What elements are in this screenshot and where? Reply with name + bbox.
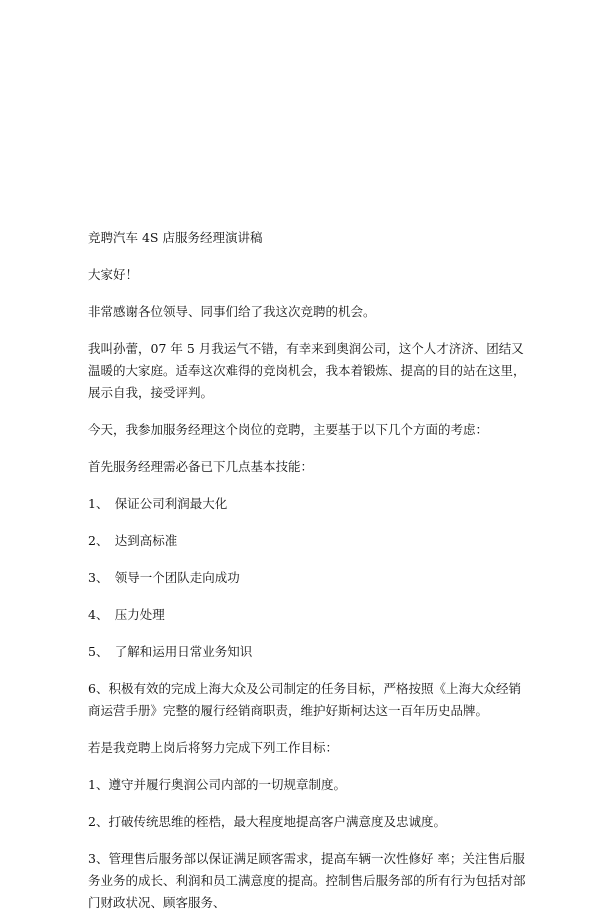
task-target-paragraph: 6、积极有效的完成上海大众及公司制定的任务目标，严格按照《上海大众经销商运营手册》完整的履行经销商职责，维护好斯柯达这一百年历史品牌。 (88, 681, 521, 718)
goal-item: 3、管理售后服务部以保证满足顾客需求，提高车辆一次性修好 率；关注售后服务业务的成长、利润和员工满意度的提高。控制售后服务部的所有行为包括对部门财政状况、顾客服务、 (88, 851, 526, 910)
goal-item: 2、打破传统思维的桎梏，最大程度地提高客户满意度及忠诚度。 (88, 814, 446, 829)
reasons-paragraph: 今天，我参加服务经理这个岗位的竞聘，主要基于以下几个方面的考虑： (88, 422, 489, 437)
document-title: 竞聘汽车 4S 店服务经理演讲稿 (88, 230, 263, 245)
intro-paragraph: 我叫孙蕾，07 年 5 月我运气不错，有幸来到奥润公司，这个人才济济、团结又温暖的大家庭。适奉这次难得的竞岗机会，我本着锻炼、提高的目的站在这里，展示自我，接受评判。 (88, 341, 526, 400)
skill-item: 3、 领导一个团队走向成功 (88, 570, 240, 585)
greeting: 大家好！ (88, 267, 139, 282)
thanks-paragraph: 非常感谢各位领导、同事们给了我这次竞聘的机会。 (88, 304, 376, 319)
skill-item: 5、 了解和运用日常业务知识 (88, 644, 253, 659)
skill-item: 2、 达到高标准 (88, 533, 178, 548)
goal-item: 1、遵守并履行奥润公司内部的一切规章制度。 (88, 777, 346, 792)
skill-item: 4、 压力处理 (88, 607, 165, 622)
document-body (88, 227, 528, 914)
skills-heading: 首先服务经理需必备已下几点基本技能： (88, 459, 314, 474)
skill-item: 1、 保证公司利润最大化 (88, 496, 228, 511)
goals-heading: 若是我竞聘上岗后将努力完成下列工作目标： (88, 740, 339, 755)
